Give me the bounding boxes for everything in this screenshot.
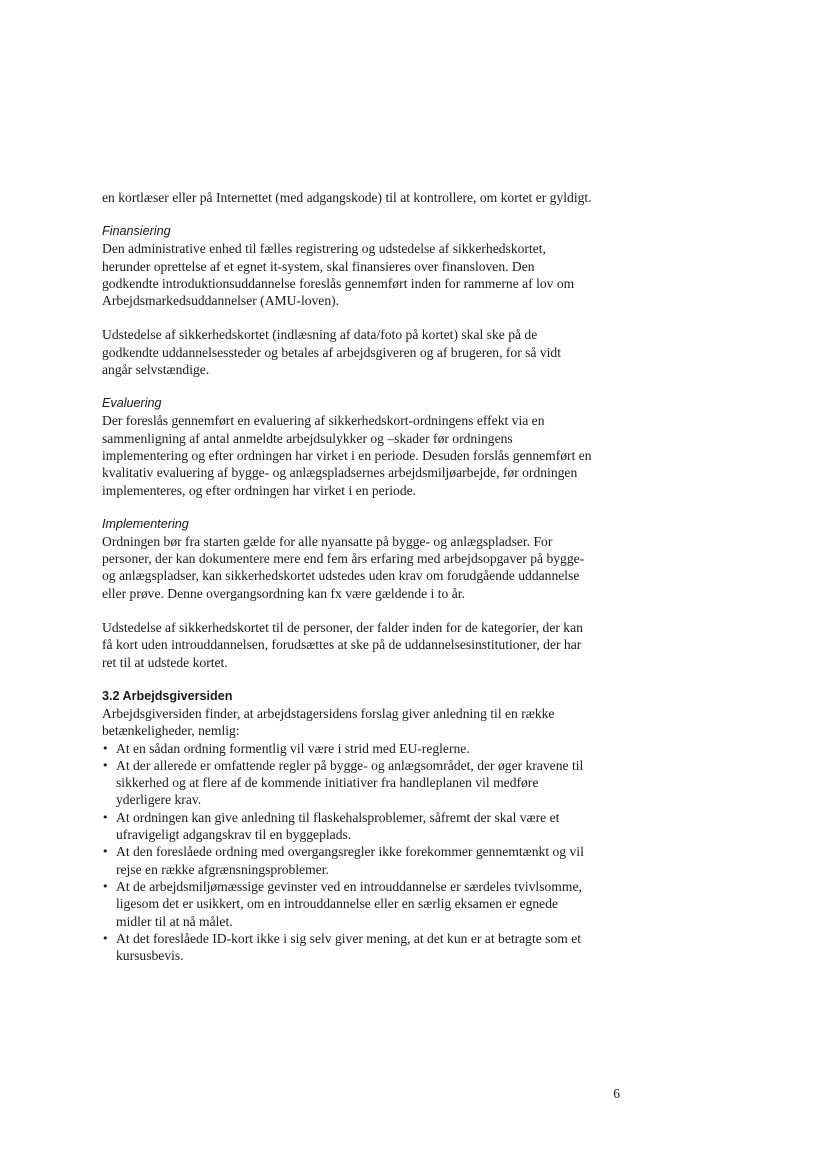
spacer xyxy=(102,378,592,395)
list-item xyxy=(102,809,592,844)
list-item-text: At den foreslåede ordning med overgangsregler ikke forekommer gennemtænkt og vil rejse en række afgrænsningsproblemer. xyxy=(116,844,584,877)
implementering-paragraph-2: Udstedelse af sikkerhedskortet til de personer, der falder inden for de kategorier, der kan få kort uden introuddannelsen, forudsættes at ske på de uddannelsesinstitutioner, der har ret til at udstede kortet. xyxy=(102,620,583,670)
list-item xyxy=(102,930,592,965)
spacer xyxy=(102,206,592,223)
list-item xyxy=(102,757,592,809)
evaluering-paragraph: Der foreslås gennemført en evaluering af sikkerhedskort-ordningens effekt via en sammenligning af antal anmeldte arbejdsulykker og –skader før ordningens implementering og efter ordningen har virket i en periode. Desuden forslås gennemført en kvalitativ evaluering af bygge- og anlægspladsernes arbejdsmiljøarbejde, før ordningen implementeres, og efter ordningen har virket i en periode. xyxy=(102,413,592,498)
spacer xyxy=(102,499,592,516)
implementering-paragraph-1: Ordningen bør fra starten gælde for alle nyansatte på bygge- og anlægspladser. For personer, der kan dokumentere mere end fem års erfaring med arbejdsopgaver på bygge- og anlægspladser, kan sikkerhedskortet udstedes uden krav om forudgående uddannelse eller prøve. Denne overgangsordning kan fx være gældende i to år. xyxy=(102,533,585,601)
bullet-list xyxy=(102,740,592,965)
list-item-text: At der allerede er omfattende regler på bygge- og anlægsområdet, der øger kravene til sikkerhed og at flere af de kommende initiativer fra handleplanen vil medføre yderligere krav. xyxy=(116,757,584,808)
section-heading-arbejdsgiversiden: 3.2 Arbejdsgiversiden xyxy=(102,688,233,703)
finansiering-heading: Finansiering xyxy=(102,224,171,239)
list-item-text: At det foreslåede ID-kort ikke i sig selv giver mening, at det kun er at betragte som et kursusbevis. xyxy=(116,930,582,964)
bullet-icon: • xyxy=(102,810,109,824)
page-number: 6 xyxy=(613,1086,620,1101)
finansiering-paragraph-2: Udstedelse af sikkerhedskortet (indlæsning af data/foto på kortet) skal ske på de godkendte uddannelsessteder og betales af arbejdsgiveren og af brugeren, for så vidt angår selvstændige. xyxy=(102,327,562,378)
list-item xyxy=(102,843,592,878)
finansiering-paragraph-1: Den administrative enhed til fælles registrering og udstedelse af sikkerhedskortet, herunder oprettelse af et egnet it-system, skal finansieres over finansloven. Den godkendte introduktionsuddannelse foreslås gennemført inden for rammerne af lov om Arbejdsmarkedsuddannelser (AMU-loven). xyxy=(102,241,575,309)
spacer xyxy=(102,602,592,619)
list-item-text: At ordningen kan give anledning til flaskehalsproblemer, såfremt der skal være et ufravigeligt adgangskrav til en byggeplads. xyxy=(116,809,560,843)
bullet-icon: • xyxy=(102,741,109,755)
list-item-text: At de arbejdsmiljømæssige gevinster ved en introuddannelse er særdeles tvivlsomme, ligesom det er usikkert, om en introuddannelse eller en særlig eksamen er egnede midler til at nå målet. xyxy=(116,878,582,929)
arbejdsgiver-intro: Arbejdsgiversiden finder, at arbejdstagersidens forslag giver anledning til en række betænkeligheder, nemlig: xyxy=(102,705,555,739)
spacer xyxy=(102,309,592,326)
spacer xyxy=(102,671,592,688)
intro-paragraph: en kortlæser eller på Internettet (med adgangskode) til at kontrollere, om kortet er gyldigt. xyxy=(102,190,592,205)
bullet-icon: • xyxy=(102,931,109,945)
bullet-icon: • xyxy=(102,758,109,772)
list-item-text: At en sådan ordning formentlig vil være i strid med EU-reglerne. xyxy=(116,740,470,756)
evaluering-heading: Evaluering xyxy=(102,396,162,411)
list-item xyxy=(102,740,592,757)
bullet-icon: • xyxy=(102,845,109,859)
bullet-icon: • xyxy=(102,879,109,893)
list-item xyxy=(102,878,592,930)
text-column xyxy=(102,189,592,964)
implementering-heading: Implementering xyxy=(102,516,189,531)
